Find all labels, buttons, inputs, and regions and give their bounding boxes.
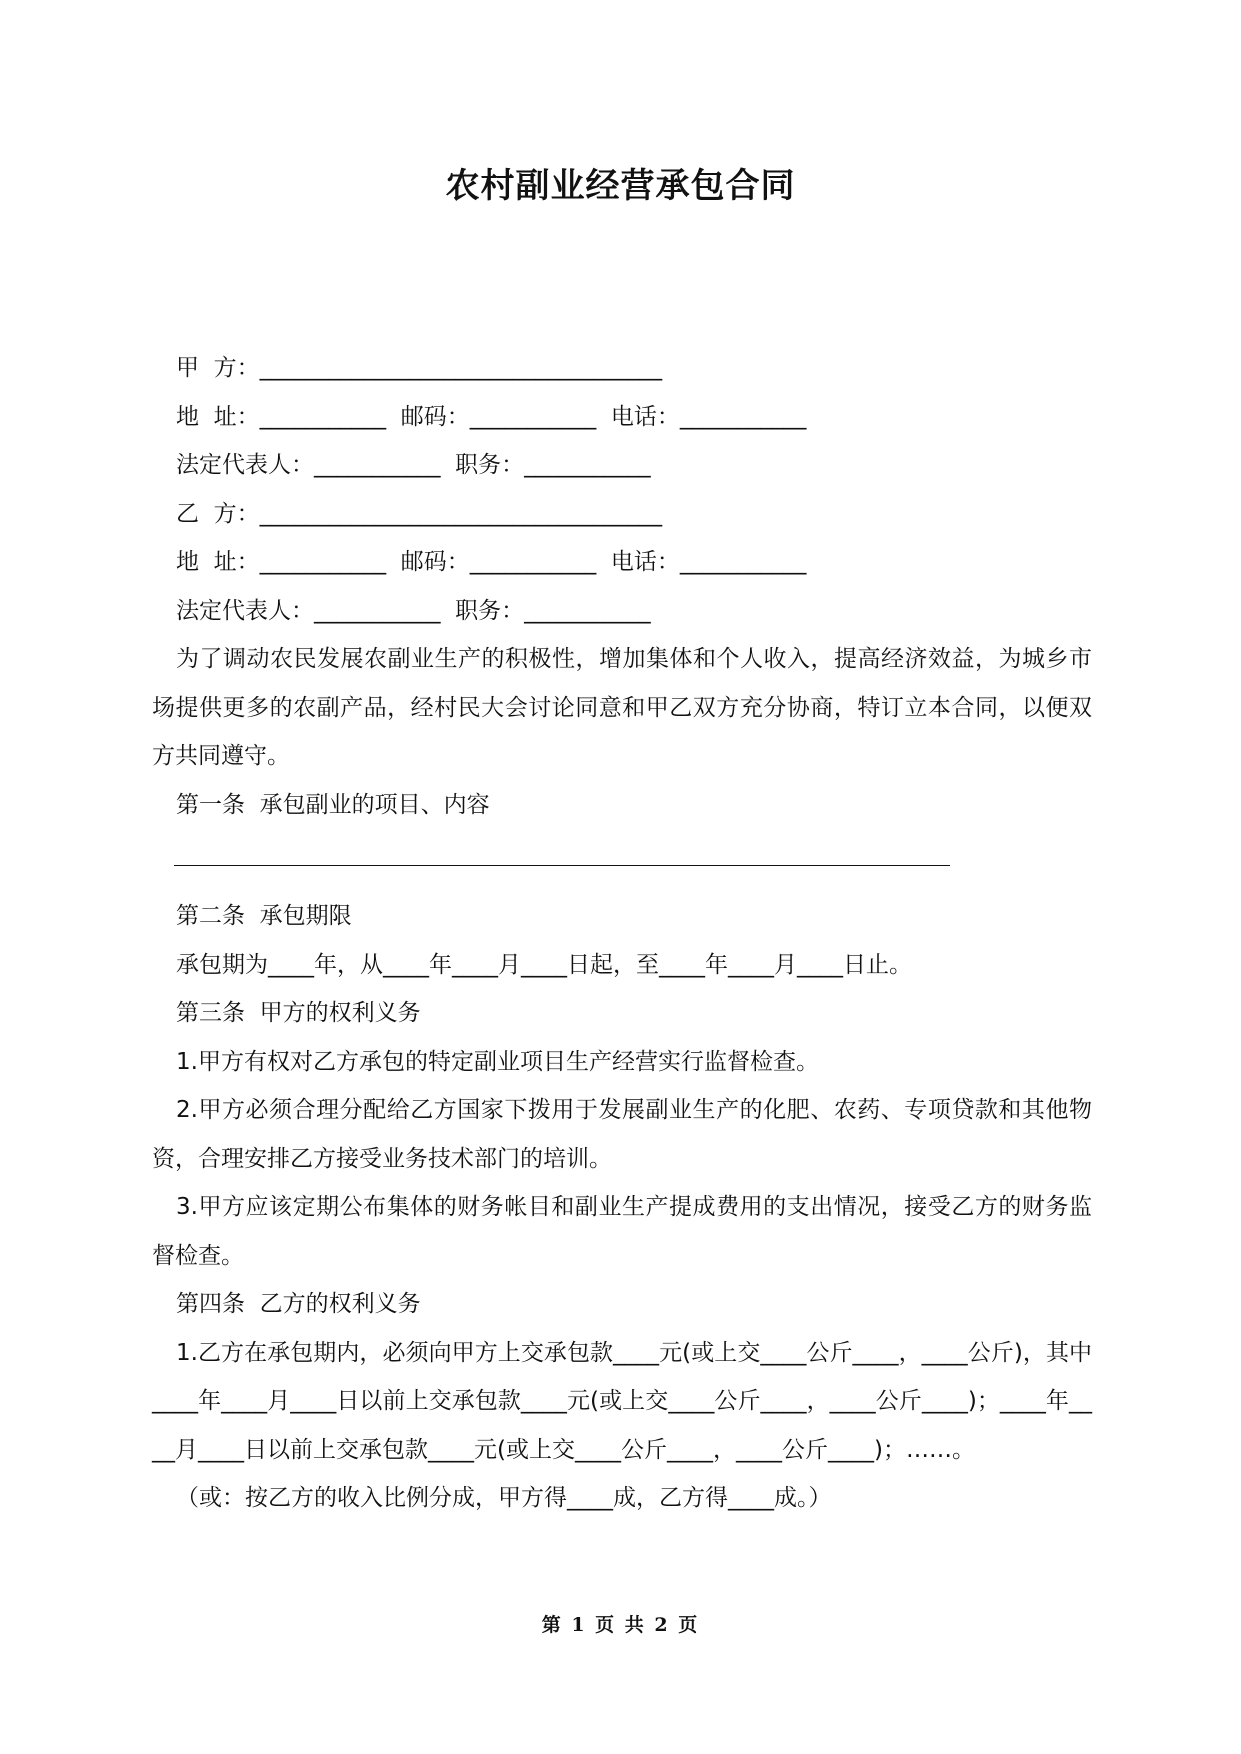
party-a-address-line: 地 址：___________ 邮码：___________ 电话：___________	[176, 403, 807, 430]
article-3-heading: 第三条 甲方的权利义务	[176, 1000, 421, 1026]
article-3-clause-3: 3.甲方应该定期公布集体的财务帐目和副业生产提成费用的支出情况，接受乙方的财务监督检查。	[152, 1194, 1092, 1269]
document-title: 农村副业经营承包合同	[445, 166, 796, 206]
document-body	[152, 344, 1092, 1523]
party-a-representative-line: 法定代表人：___________ 职务：___________	[176, 452, 651, 478]
page-footer: 第 1 页 共 2 页	[541, 1614, 700, 1636]
article-2-body: 承包期为____年，从____年____月____日起，至____年____月____日止。	[176, 951, 912, 978]
article-4-heading: 第四条 乙方的权利义务	[176, 1291, 421, 1317]
preamble-paragraph: 为了调动农民发展农副业生产的积极性，增加集体和个人收入，提高经济效益，为城乡市场提供更多的农副产品，经村民大会讨论同意和甲乙双方充分协商，特订立本合同，以便双方共同遵守。	[152, 646, 1092, 769]
party-b-address-line: 地 址：___________ 邮码：___________ 电话：___________	[176, 549, 807, 575]
article-3-clause-2: 2.甲方必须合理分配给乙方国家下拨用于发展副业生产的化肥、农药、专项贷款和其他物资，合理安排乙方接受业务技术部门的培训。	[152, 1097, 1092, 1172]
article-4-alternative: （或：按乙方的收入比例分成，甲方得____成，乙方得____成。）	[176, 1485, 832, 1511]
party-b-line: 乙 方：___________________________________	[176, 500, 663, 527]
article-2-heading: 第二条 承包期限	[176, 903, 352, 929]
article-3-clause-1: 1.甲方有权对乙方承包的特定副业项目生产经营实行监督检查。	[176, 1048, 819, 1075]
party-b-representative-line: 法定代表人：___________ 职务：___________	[176, 597, 651, 624]
party-a-line: 甲 方：___________________________________	[176, 355, 663, 381]
article-4-clause-1: 1.乙方在承包期内，必须向甲方上交承包款____元(或上交____公斤____，____公斤)，其中____年____月____日以前上交承包款____元(或上交____公斤____，____公斤____)；____年____月____日以前上交承包款____元(或上交____公斤____，____公斤____)；……。	[152, 1339, 1092, 1463]
article-1-heading: 第一条 承包副业的项目、内容	[176, 791, 490, 818]
article-1-blank-rule	[174, 865, 950, 866]
